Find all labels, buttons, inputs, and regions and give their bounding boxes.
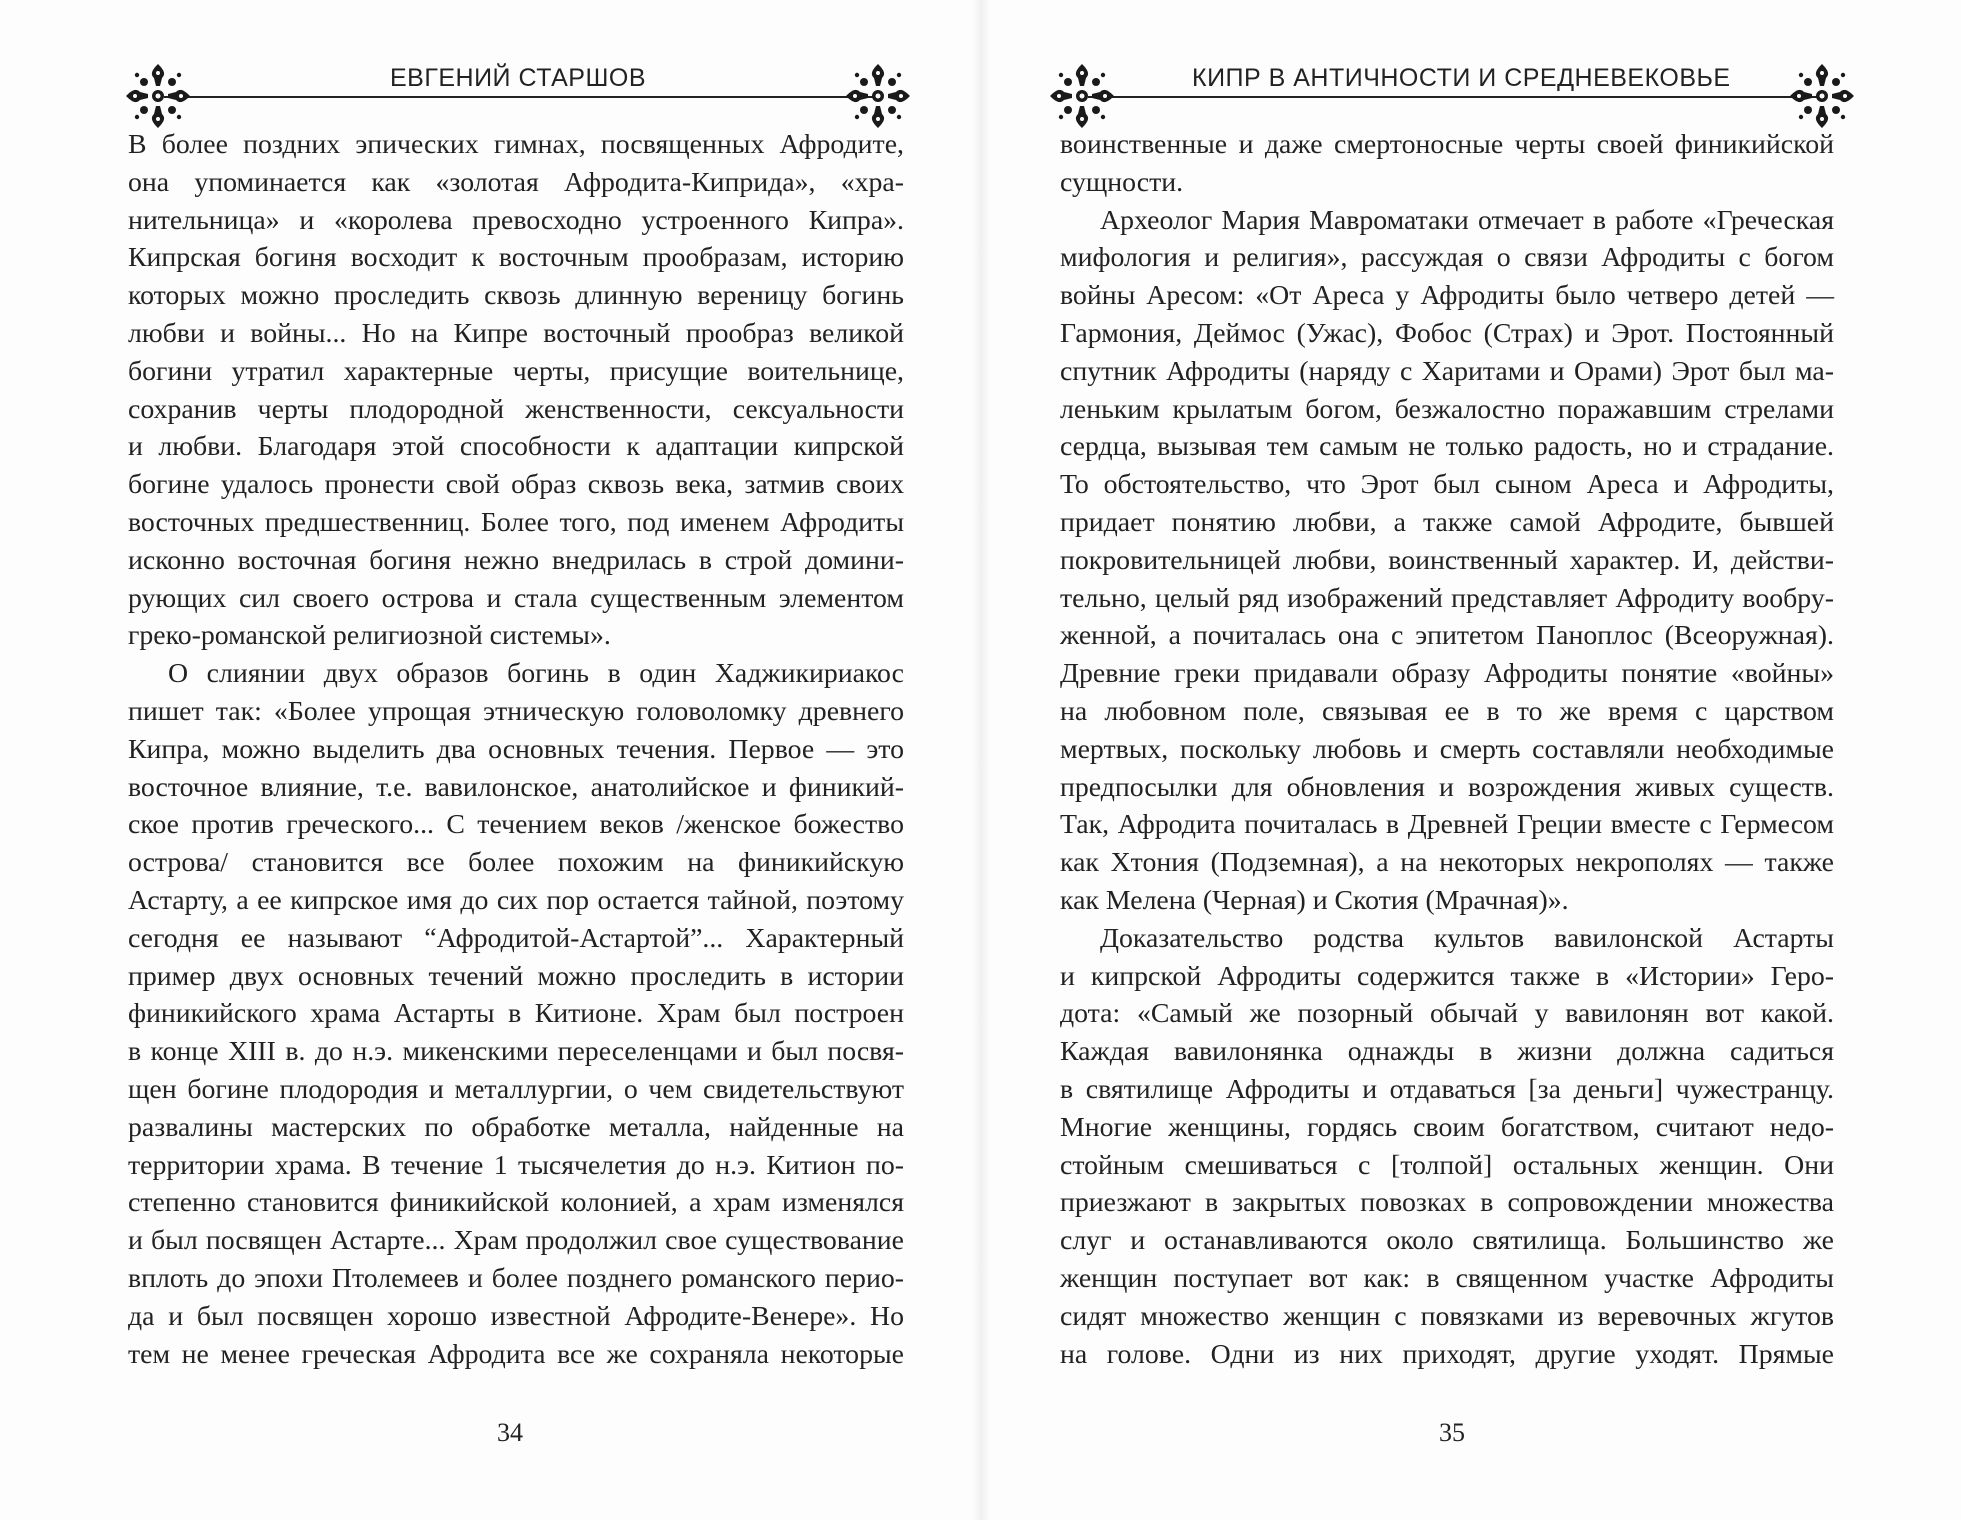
page-number: 35: [1439, 1418, 1465, 1447]
text-line: греко-романской религиозной системы».: [128, 620, 611, 652]
text-line: территории храма. В течение 1 тысячелетия до н.э. Китион по-: [128, 1149, 904, 1181]
left-body-text: [128, 126, 904, 1373]
text-line: пишет так: «Более упрощая этническую головоломку древнего: [128, 695, 904, 727]
text-line: тем не менее греческая Афродита все же сохраняла некоторые: [128, 1338, 904, 1370]
text-line: как Мелена (Черная) и Скотия (Мрачная)».: [1060, 884, 1569, 916]
text-line: леньким крылатым богом, безжалостно поражавшим стрелами: [1060, 393, 1834, 425]
text-line: степенно становится финикийской колонией, а храм изменялся: [128, 1187, 904, 1219]
text-line: воинственные и даже смертоносные черты своей финикийской: [1060, 129, 1834, 160]
ornament-cross-icon: [844, 62, 912, 130]
text-line: Астарту, а ее кипрское имя до сих пор остается тайной, поэтому: [128, 884, 904, 916]
text-line: развалины мастерских по обработке металла, найденные на: [128, 1111, 904, 1143]
page-number: 34: [497, 1418, 523, 1447]
text-line: исконно восточная богиня нежно внедрилась в строй домини-: [128, 544, 904, 576]
left-running-header: [128, 58, 908, 114]
text-line: То обстоятельство, что Эрот был сыном Ареса и Афродиты,: [1060, 469, 1834, 501]
text-line: Так, Афродита почиталась в Древней Греции вместе с Гермесом: [1060, 809, 1834, 841]
text-line: женщин поступает вот как: в священном участке Афродиты: [1060, 1262, 1834, 1294]
text-line: стойным смешиваться с [толпой] остальных женщин. Они: [1060, 1149, 1834, 1181]
text-line: О слиянии двух образов богинь в один Хаджикириакос: [168, 658, 904, 690]
ornament-cross-icon: [124, 62, 192, 130]
text-line: и был посвящен Астарте... Храм продолжил свое существование: [128, 1225, 904, 1257]
text-line: мифология и религия», рассуждая о связи Афродиты с богом: [1060, 242, 1834, 274]
text-line: Гармония, Деймос (Ужас), Фобос (Страх) и Эрот. Постоянный: [1060, 317, 1834, 349]
text-line: любви и войны... Но на Кипре восточный прообраз великой: [128, 317, 904, 349]
text-line: сидят множество женщин с повязками из веревочных жгутов: [1060, 1300, 1834, 1332]
header-rule: [164, 96, 874, 98]
text-line: Каждая вавилонянка однажды в жизни должна садиться: [1060, 1036, 1834, 1068]
text-line: которых можно проследить сквозь длинную вереницу богинь: [128, 280, 904, 312]
right-page: [980, 0, 1961, 1520]
text-line: и кипрской Афродиты содержится также в «Истории» Геро-: [1060, 960, 1834, 992]
text-line: Кипрская богиня восходит к восточным прообразам, историю: [128, 242, 904, 274]
left-page: [0, 0, 980, 1520]
text-line: В более поздних эпических гимнах, посвященных Афродите,: [128, 129, 904, 160]
text-line: мертвых, поскольку любовь и смерть составляли необходимые: [1060, 733, 1834, 765]
text-line: щен богине плодородия и металлургии, о чем свидетельствуют: [128, 1073, 904, 1105]
header-rule: [1088, 96, 1818, 98]
ornament-cross-icon: [1788, 62, 1856, 130]
text-line: Кипра, можно выделить два основных течения. Первое — это: [128, 733, 904, 765]
text-line: финикийского храма Астарты в Китионе. Храм был построен: [128, 998, 904, 1030]
ornament-cross-icon: [1048, 62, 1116, 130]
text-line: она упоминается как «золотая Афродита-Киприда», «хра-: [128, 166, 904, 198]
text-line: восточных предшественниц. Более того, под именем Афродиты: [128, 506, 904, 538]
text-line: на голове. Одни из них приходят, другие уходят. Прямые: [1060, 1338, 1834, 1370]
text-line: в конце XIII в. до н.э. микенскими переселенцами и был посвя-: [128, 1036, 904, 1068]
text-line: предпосылки для обновления и возрождения живых существ.: [1060, 771, 1834, 803]
running-head-title: КИПР В АНТИЧНОСТИ И СРЕДНЕВЕКОВЬЕ: [1192, 64, 1731, 92]
text-line: на любовном поле, связывая ее в то же время с царством: [1060, 695, 1834, 727]
text-line: Археолог Мария Мавроматаки отмечает в работе «Греческая: [1100, 204, 1834, 236]
text-line: Древние греки придавали образу Афродиты понятие «войны»: [1060, 658, 1834, 690]
text-line: пример двух основных течений можно проследить в истории: [128, 960, 904, 992]
text-line: острова/ становится все более похожим на финикийскую: [128, 847, 904, 879]
text-line: приезжают в закрытых повозках в сопровождении множества: [1060, 1187, 1834, 1219]
text-line: тельно, целый ряд изображений представляет Афродиту вообру-: [1060, 582, 1834, 614]
text-line: придает понятию любви, а также самой Афродите, бывшей: [1060, 506, 1834, 538]
text-line: Доказательство родства культов вавилонской Астарты: [1100, 922, 1834, 954]
text-line: рующих сил своего острова и стала существенным элементом: [128, 582, 904, 614]
text-line: спутник Афродиты (наряду с Харитами и Орами) Эрот был ма-: [1060, 355, 1834, 387]
text-line: покровительницей любви, воинственный характер. И, действи-: [1060, 544, 1834, 576]
text-line: богине удалось пронести свой образ сквозь века, затмив своих: [128, 469, 904, 501]
text-line: богини утратил характерные черты, присущие воительнице,: [128, 355, 904, 387]
text-line: в святилище Афродиты и отдаваться [за деньги] чужестранцу.: [1060, 1073, 1834, 1105]
text-line: сущности.: [1060, 166, 1184, 198]
text-line: женной, а почиталась она с эпитетом Паноплос (Всеоружная).: [1060, 620, 1834, 652]
text-line: сохранив черты плодородной женственности, сексуальности: [128, 393, 904, 425]
text-line: и любви. Благодаря этой способности к адаптации кипрской: [128, 431, 904, 463]
text-line: Многие женщины, гордясь своим богатством, считают недо-: [1060, 1111, 1834, 1143]
running-head-title: ЕВГЕНИЙ СТАРШОВ: [288, 64, 748, 93]
text-line: восточное влияние, т.е. вавилонское, анатолийское и финикий-: [128, 771, 904, 803]
right-body-text: [1060, 126, 1834, 1373]
text-line: ское против греческого... С течением веков /женское божество: [128, 809, 904, 841]
text-line: войны Аресом: «От Ареса у Афродиты было четверо детей —: [1060, 280, 1834, 312]
text-line: как Хтония (Подземная), а на некоторых некрополях — также: [1060, 847, 1834, 879]
text-line: сегодня ее называют “Афродитой-Астартой”... Характерный: [128, 922, 904, 954]
text-line: дота: «Самый же позорный обычай у вавилонян вот какой.: [1060, 998, 1834, 1030]
text-line: слуг и останавливаются около святилища. Большинство же: [1060, 1225, 1834, 1257]
text-line: нительница» и «королева превосходно устроенного Кипра».: [128, 204, 904, 236]
text-line: да и был посвящен хорошо известной Афродите-Венере». Но: [128, 1300, 904, 1332]
text-line: сердца, вызывая тем самым не только радость, но и страдание.: [1060, 431, 1834, 463]
right-running-header: [1052, 58, 1852, 114]
text-line: вплоть до эпохи Птолемеев и более позднего романского перио-: [128, 1262, 904, 1294]
